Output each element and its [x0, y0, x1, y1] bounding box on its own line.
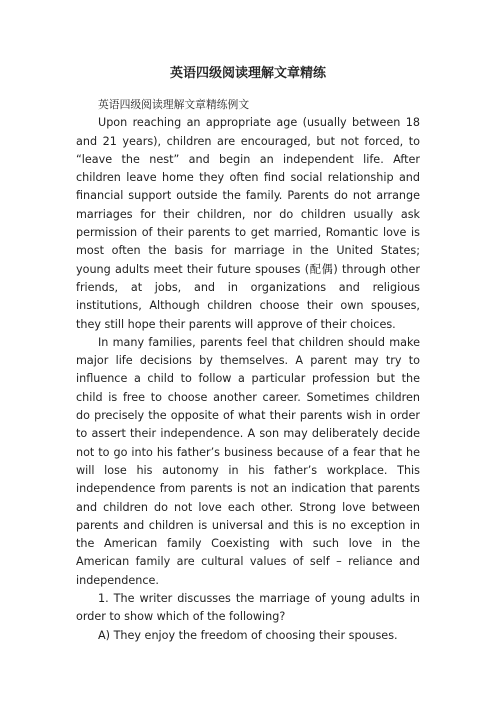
document-body	[76, 96, 420, 645]
document-subtitle: 英语四级阅读理解文章精练例文	[98, 98, 250, 111]
document-title: 英语四级阅读理解文章精练	[169, 66, 326, 81]
paragraph-2: In many families, parents feel that children should make major life decisions by themselves. A parent may try to influence a child to follow a particular profession but the child is free to choose another career. Sometimes children do precisely the opposite of what their parents wish in order to assert their independence. A son may deliberately decide not to go into his father’s business because of a fear that he will lose his autonomy in his father’s workplace. This independence from parents is not an indication that parents and children do not love each other. Strong love between parents and children is universal and this is no exception in the American family Coexisting with such love in the American family are cultural values of self – reliance and independence.	[76, 335, 420, 587]
question-1-option-a: A) They enjoy the freedom of choosing their spouses.	[98, 628, 398, 642]
question-1: 1. The writer discusses the marriage of young adults in order to show which of the following?	[76, 592, 420, 624]
paragraph-1: Upon reaching an appropriate age (usually between 18 and 21 years), children are encouraged, but not forced, to “leave the nest” and begin an independent life. After children leave home they often find social relationship and financial support outside the family. Parents do not arrange marriages for their children, nor do children usually ask permission of their parents to get married, Romantic love is most often the basis for marriage in the United States; young adults meet their future spouses (配偶) through other friends, at jobs, and in organizations and religious institutions, Although children choose their own spouses, they still hope their parents will approve of their choices.	[76, 116, 420, 331]
